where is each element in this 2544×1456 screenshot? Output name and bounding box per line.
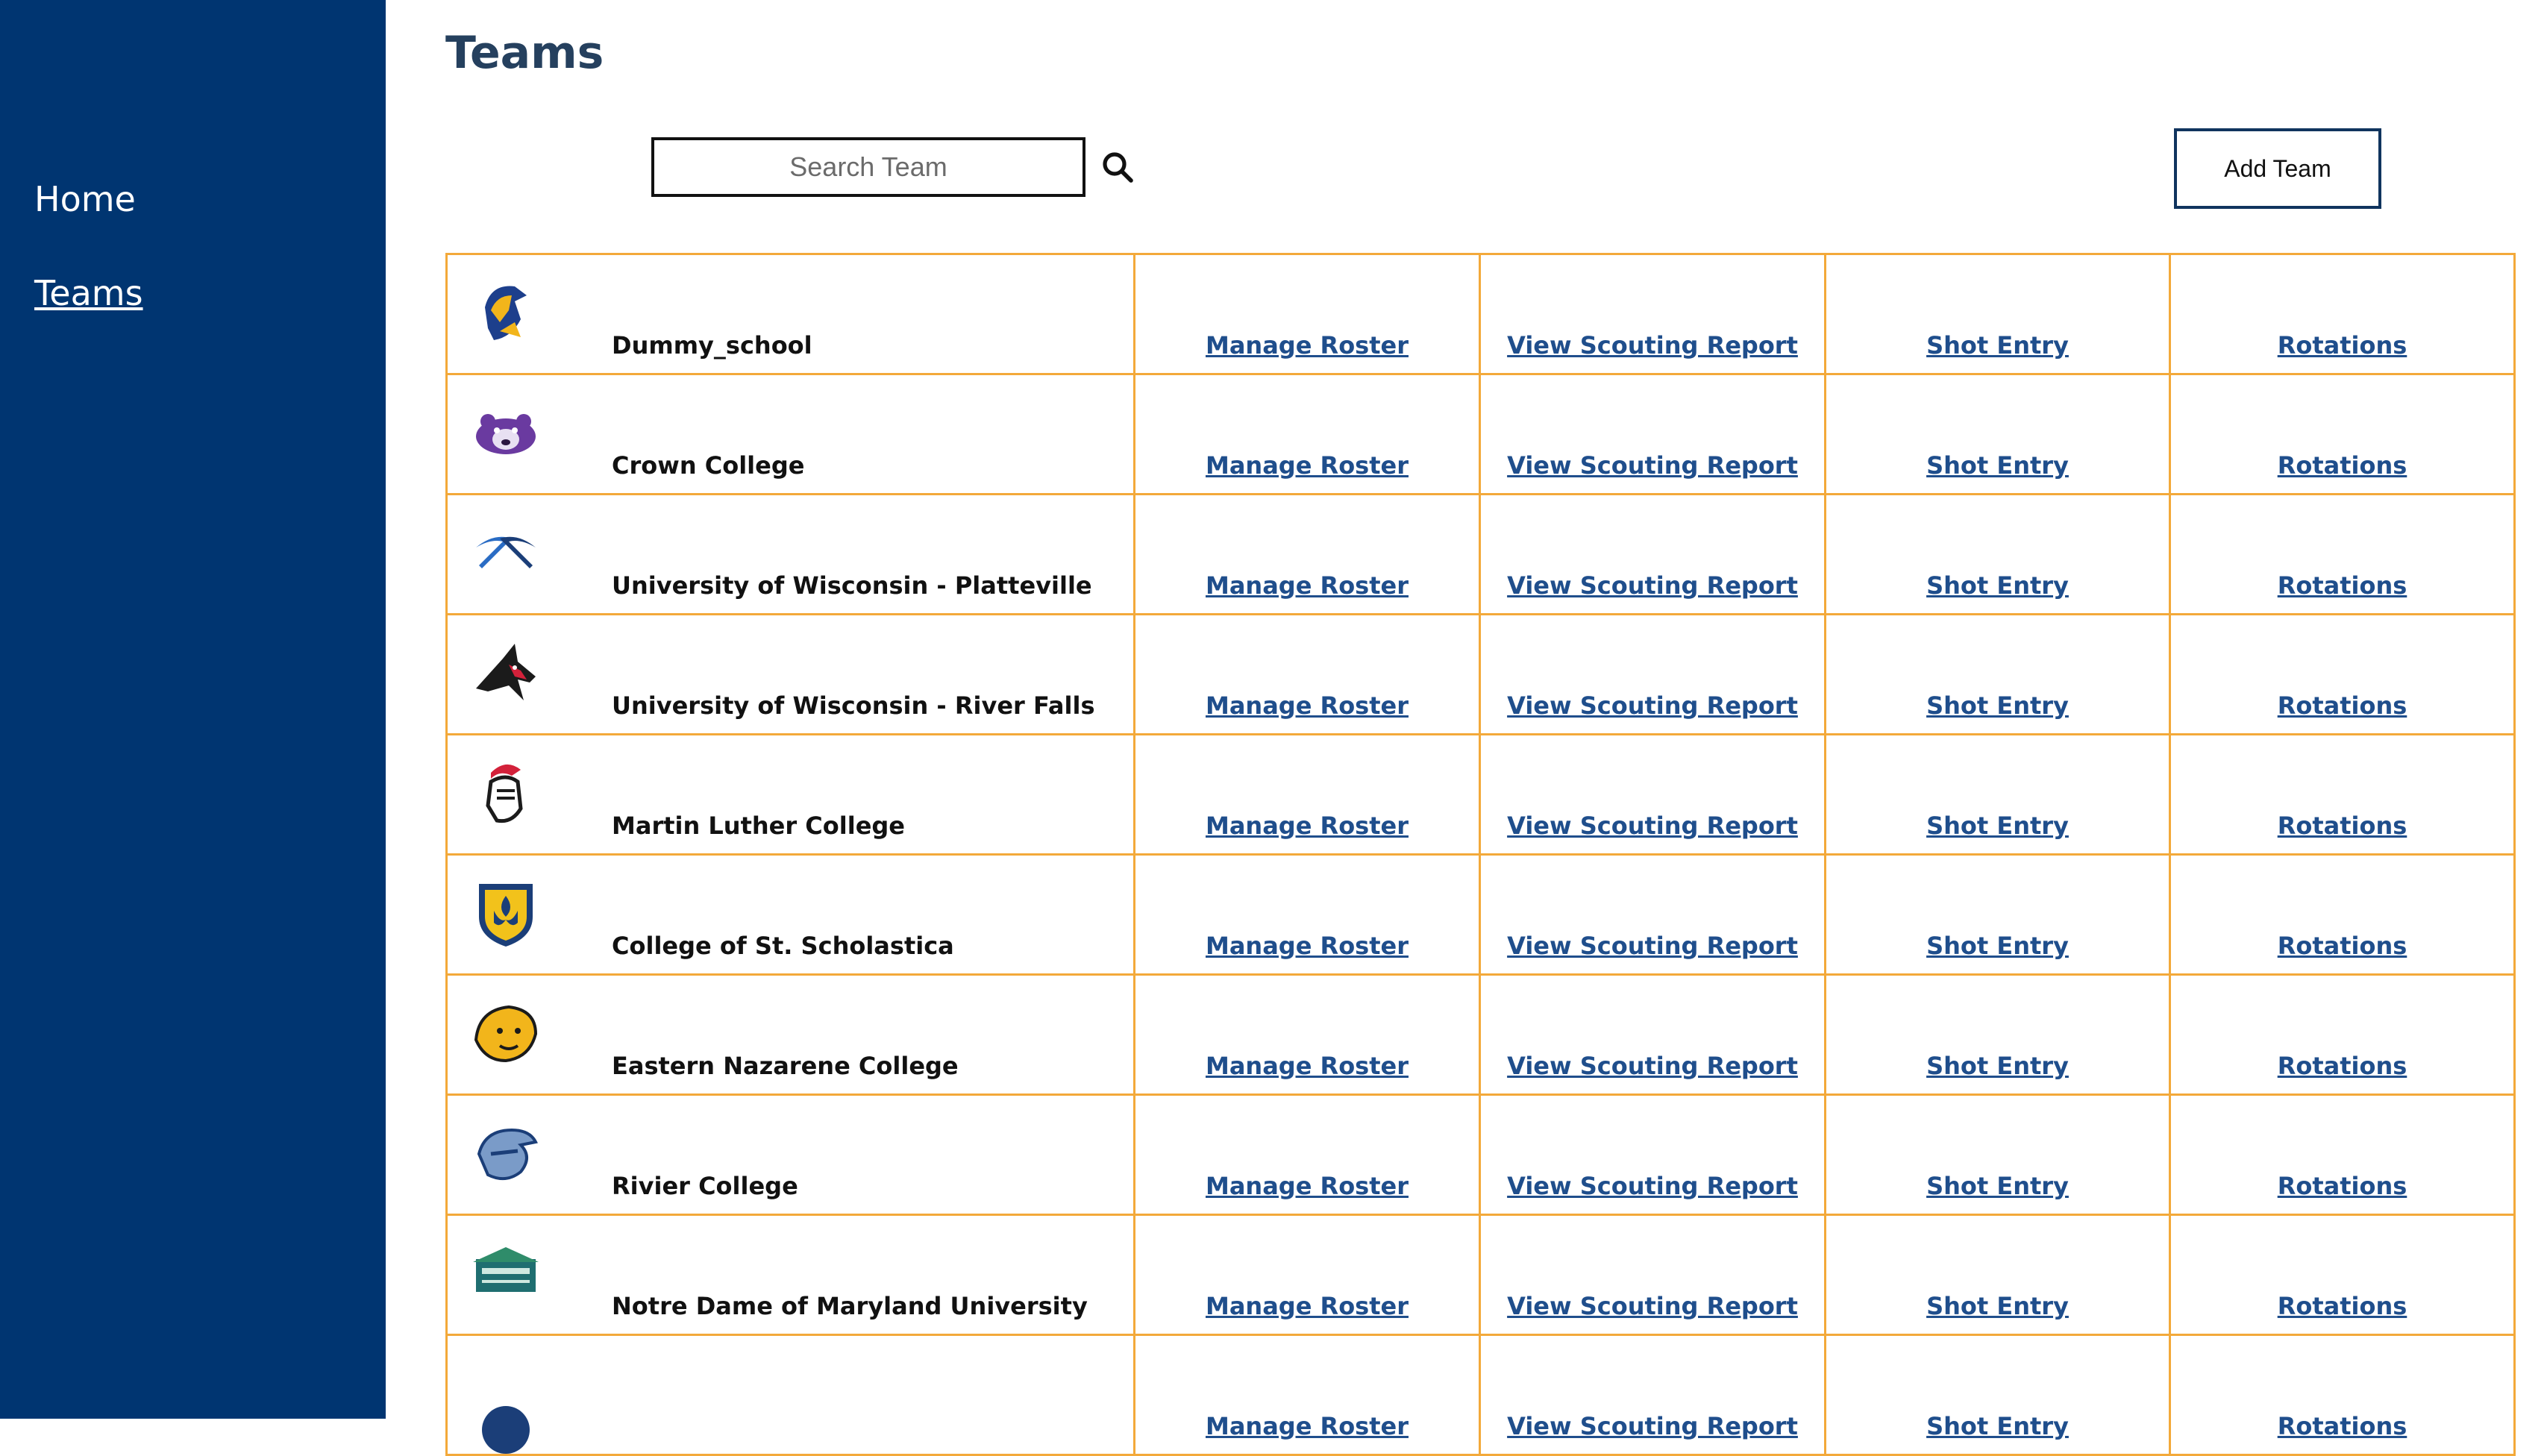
table-row xyxy=(447,1215,2515,1335)
shot-entry-link[interactable]: Shot Entry xyxy=(1926,331,2069,360)
team-name: Eastern Nazarene College xyxy=(612,1052,959,1080)
shot-entry-link[interactable]: Shot Entry xyxy=(1926,691,2069,720)
manage-roster-link[interactable]: Manage Roster xyxy=(1205,331,1409,360)
action-cell xyxy=(2170,975,2515,1095)
team-name-cell xyxy=(447,615,1135,735)
action-cell xyxy=(1826,254,2170,374)
rotations-link[interactable]: Rotations xyxy=(2277,331,2407,360)
table-row xyxy=(447,855,2515,975)
manage-roster-link[interactable]: Manage Roster xyxy=(1205,1292,1409,1320)
team-name-cell xyxy=(447,254,1135,374)
team-name: University of Wisconsin - River Falls xyxy=(612,691,1095,720)
action-cell xyxy=(1480,1095,1826,1215)
action-cell xyxy=(2170,254,2515,374)
action-cell xyxy=(2170,495,2515,615)
team-name: Crown College xyxy=(612,451,805,480)
view-scouting-report-link[interactable]: View Scouting Report xyxy=(1507,1412,1798,1440)
action-cell xyxy=(2170,855,2515,975)
action-cell xyxy=(1826,975,2170,1095)
view-scouting-report-link[interactable]: View Scouting Report xyxy=(1507,451,1798,480)
view-scouting-report-link[interactable]: View Scouting Report xyxy=(1507,331,1798,360)
shot-entry-link[interactable]: Shot Entry xyxy=(1926,1052,2069,1080)
search-input[interactable] xyxy=(651,137,1085,197)
action-cell xyxy=(2170,1335,2515,1455)
falcon-red-icon xyxy=(470,638,542,709)
action-cell xyxy=(1826,855,2170,975)
table-row xyxy=(447,975,2515,1095)
knight-red-icon xyxy=(470,758,542,829)
sidebar-item-teams[interactable]: Teams xyxy=(34,273,143,313)
action-cell xyxy=(1135,1215,1480,1335)
sidebar-item-home[interactable]: Home xyxy=(34,179,136,219)
team-name-cell xyxy=(447,1215,1135,1335)
circle-navy-icon xyxy=(470,1358,542,1430)
shield-fleur-icon xyxy=(470,878,542,950)
action-cell xyxy=(1135,1095,1480,1215)
action-cell xyxy=(1826,1335,2170,1455)
table-row xyxy=(447,374,2515,495)
table-row xyxy=(447,615,2515,735)
action-cell xyxy=(1826,615,2170,735)
rotations-link[interactable]: Rotations xyxy=(2277,1292,2407,1320)
action-cell xyxy=(2170,1215,2515,1335)
view-scouting-report-link[interactable]: View Scouting Report xyxy=(1507,1172,1798,1200)
action-cell xyxy=(1135,855,1480,975)
rotations-link[interactable]: Rotations xyxy=(2277,451,2407,480)
table-row xyxy=(447,1335,2515,1455)
table-row xyxy=(447,1095,2515,1215)
manage-roster-link[interactable]: Manage Roster xyxy=(1205,1052,1409,1080)
action-cell xyxy=(1480,254,1826,374)
rotations-link[interactable]: Rotations xyxy=(2277,932,2407,960)
action-cell xyxy=(1135,495,1480,615)
action-cell xyxy=(1480,1215,1826,1335)
rotations-link[interactable]: Rotations xyxy=(2277,691,2407,720)
action-cell xyxy=(1480,735,1826,855)
add-team-button[interactable]: Add Team xyxy=(2174,128,2381,209)
team-name: College of St. Scholastica xyxy=(612,932,954,960)
team-name-cell xyxy=(447,374,1135,495)
action-cell xyxy=(1480,615,1826,735)
shot-entry-link[interactable]: Shot Entry xyxy=(1926,932,2069,960)
table-row xyxy=(447,254,2515,374)
action-cell xyxy=(1480,975,1826,1095)
manage-roster-link[interactable]: Manage Roster xyxy=(1205,932,1409,960)
teams-table xyxy=(445,253,2513,1440)
action-cell xyxy=(1135,374,1480,495)
team-name-cell xyxy=(447,1095,1135,1215)
team-name-cell xyxy=(447,975,1135,1095)
team-name-cell xyxy=(447,495,1135,615)
manage-roster-link[interactable]: Manage Roster xyxy=(1205,1172,1409,1200)
knight-blue-icon xyxy=(470,1118,542,1190)
view-scouting-report-link[interactable]: View Scouting Report xyxy=(1507,571,1798,600)
action-cell xyxy=(1826,1215,2170,1335)
shot-entry-link[interactable]: Shot Entry xyxy=(1926,571,2069,600)
table-row xyxy=(447,495,2515,615)
bear-purple-icon xyxy=(470,398,542,469)
action-cell xyxy=(1480,855,1826,975)
action-cell xyxy=(1135,1335,1480,1455)
action-cell xyxy=(1480,374,1826,495)
manage-roster-link[interactable]: Manage Roster xyxy=(1205,812,1409,840)
action-cell xyxy=(2170,1095,2515,1215)
action-cell xyxy=(1480,495,1826,615)
action-cell xyxy=(1135,254,1480,374)
action-cell xyxy=(1826,374,2170,495)
team-name: Notre Dame of Maryland University xyxy=(612,1292,1088,1320)
manage-roster-link[interactable]: Manage Roster xyxy=(1205,571,1409,600)
team-name-cell xyxy=(447,1335,1135,1455)
knight-yellow-icon xyxy=(470,277,542,349)
building-green-icon xyxy=(470,1238,542,1310)
pickaxes-blue-icon xyxy=(470,518,542,589)
action-cell xyxy=(2170,374,2515,495)
action-cell xyxy=(1480,1335,1826,1455)
rotations-link[interactable]: Rotations xyxy=(2277,1412,2407,1440)
rotations-link[interactable]: Rotations xyxy=(2277,1052,2407,1080)
shot-entry-link[interactable]: Shot Entry xyxy=(1926,812,2069,840)
manage-roster-link[interactable]: Manage Roster xyxy=(1205,1412,1409,1440)
action-cell xyxy=(1135,615,1480,735)
team-name: Dummy_school xyxy=(612,331,812,360)
search-icon[interactable] xyxy=(1100,149,1135,185)
view-scouting-report-link[interactable]: View Scouting Report xyxy=(1507,1052,1798,1080)
action-cell xyxy=(2170,735,2515,855)
team-name: University of Wisconsin - Platteville xyxy=(612,571,1092,600)
team-name-cell xyxy=(447,735,1135,855)
sidebar xyxy=(0,0,386,1419)
view-scouting-report-link[interactable]: View Scouting Report xyxy=(1507,812,1798,840)
action-cell xyxy=(1135,975,1480,1095)
action-cell xyxy=(1826,495,2170,615)
action-cell xyxy=(1826,1095,2170,1215)
action-cell xyxy=(2170,615,2515,735)
team-name-cell xyxy=(447,855,1135,975)
page-title: Teams xyxy=(445,27,604,79)
rotations-link[interactable]: Rotations xyxy=(2277,571,2407,600)
view-scouting-report-link[interactable]: View Scouting Report xyxy=(1507,932,1798,960)
rotations-link[interactable]: Rotations xyxy=(2277,812,2407,840)
lion-yellow-icon xyxy=(470,998,542,1070)
manage-roster-link[interactable]: Manage Roster xyxy=(1205,451,1409,480)
shot-entry-link[interactable]: Shot Entry xyxy=(1926,451,2069,480)
action-cell xyxy=(1826,735,2170,855)
action-cell xyxy=(1135,735,1480,855)
shot-entry-link[interactable]: Shot Entry xyxy=(1926,1412,2069,1440)
team-name: Martin Luther College xyxy=(612,812,905,840)
table-row xyxy=(447,735,2515,855)
shot-entry-link[interactable]: Shot Entry xyxy=(1926,1292,2069,1320)
manage-roster-link[interactable]: Manage Roster xyxy=(1205,691,1409,720)
rotations-link[interactable]: Rotations xyxy=(2277,1172,2407,1200)
shot-entry-link[interactable]: Shot Entry xyxy=(1926,1172,2069,1200)
team-name: Rivier College xyxy=(612,1172,798,1200)
view-scouting-report-link[interactable]: View Scouting Report xyxy=(1507,691,1798,720)
view-scouting-report-link[interactable]: View Scouting Report xyxy=(1507,1292,1798,1320)
